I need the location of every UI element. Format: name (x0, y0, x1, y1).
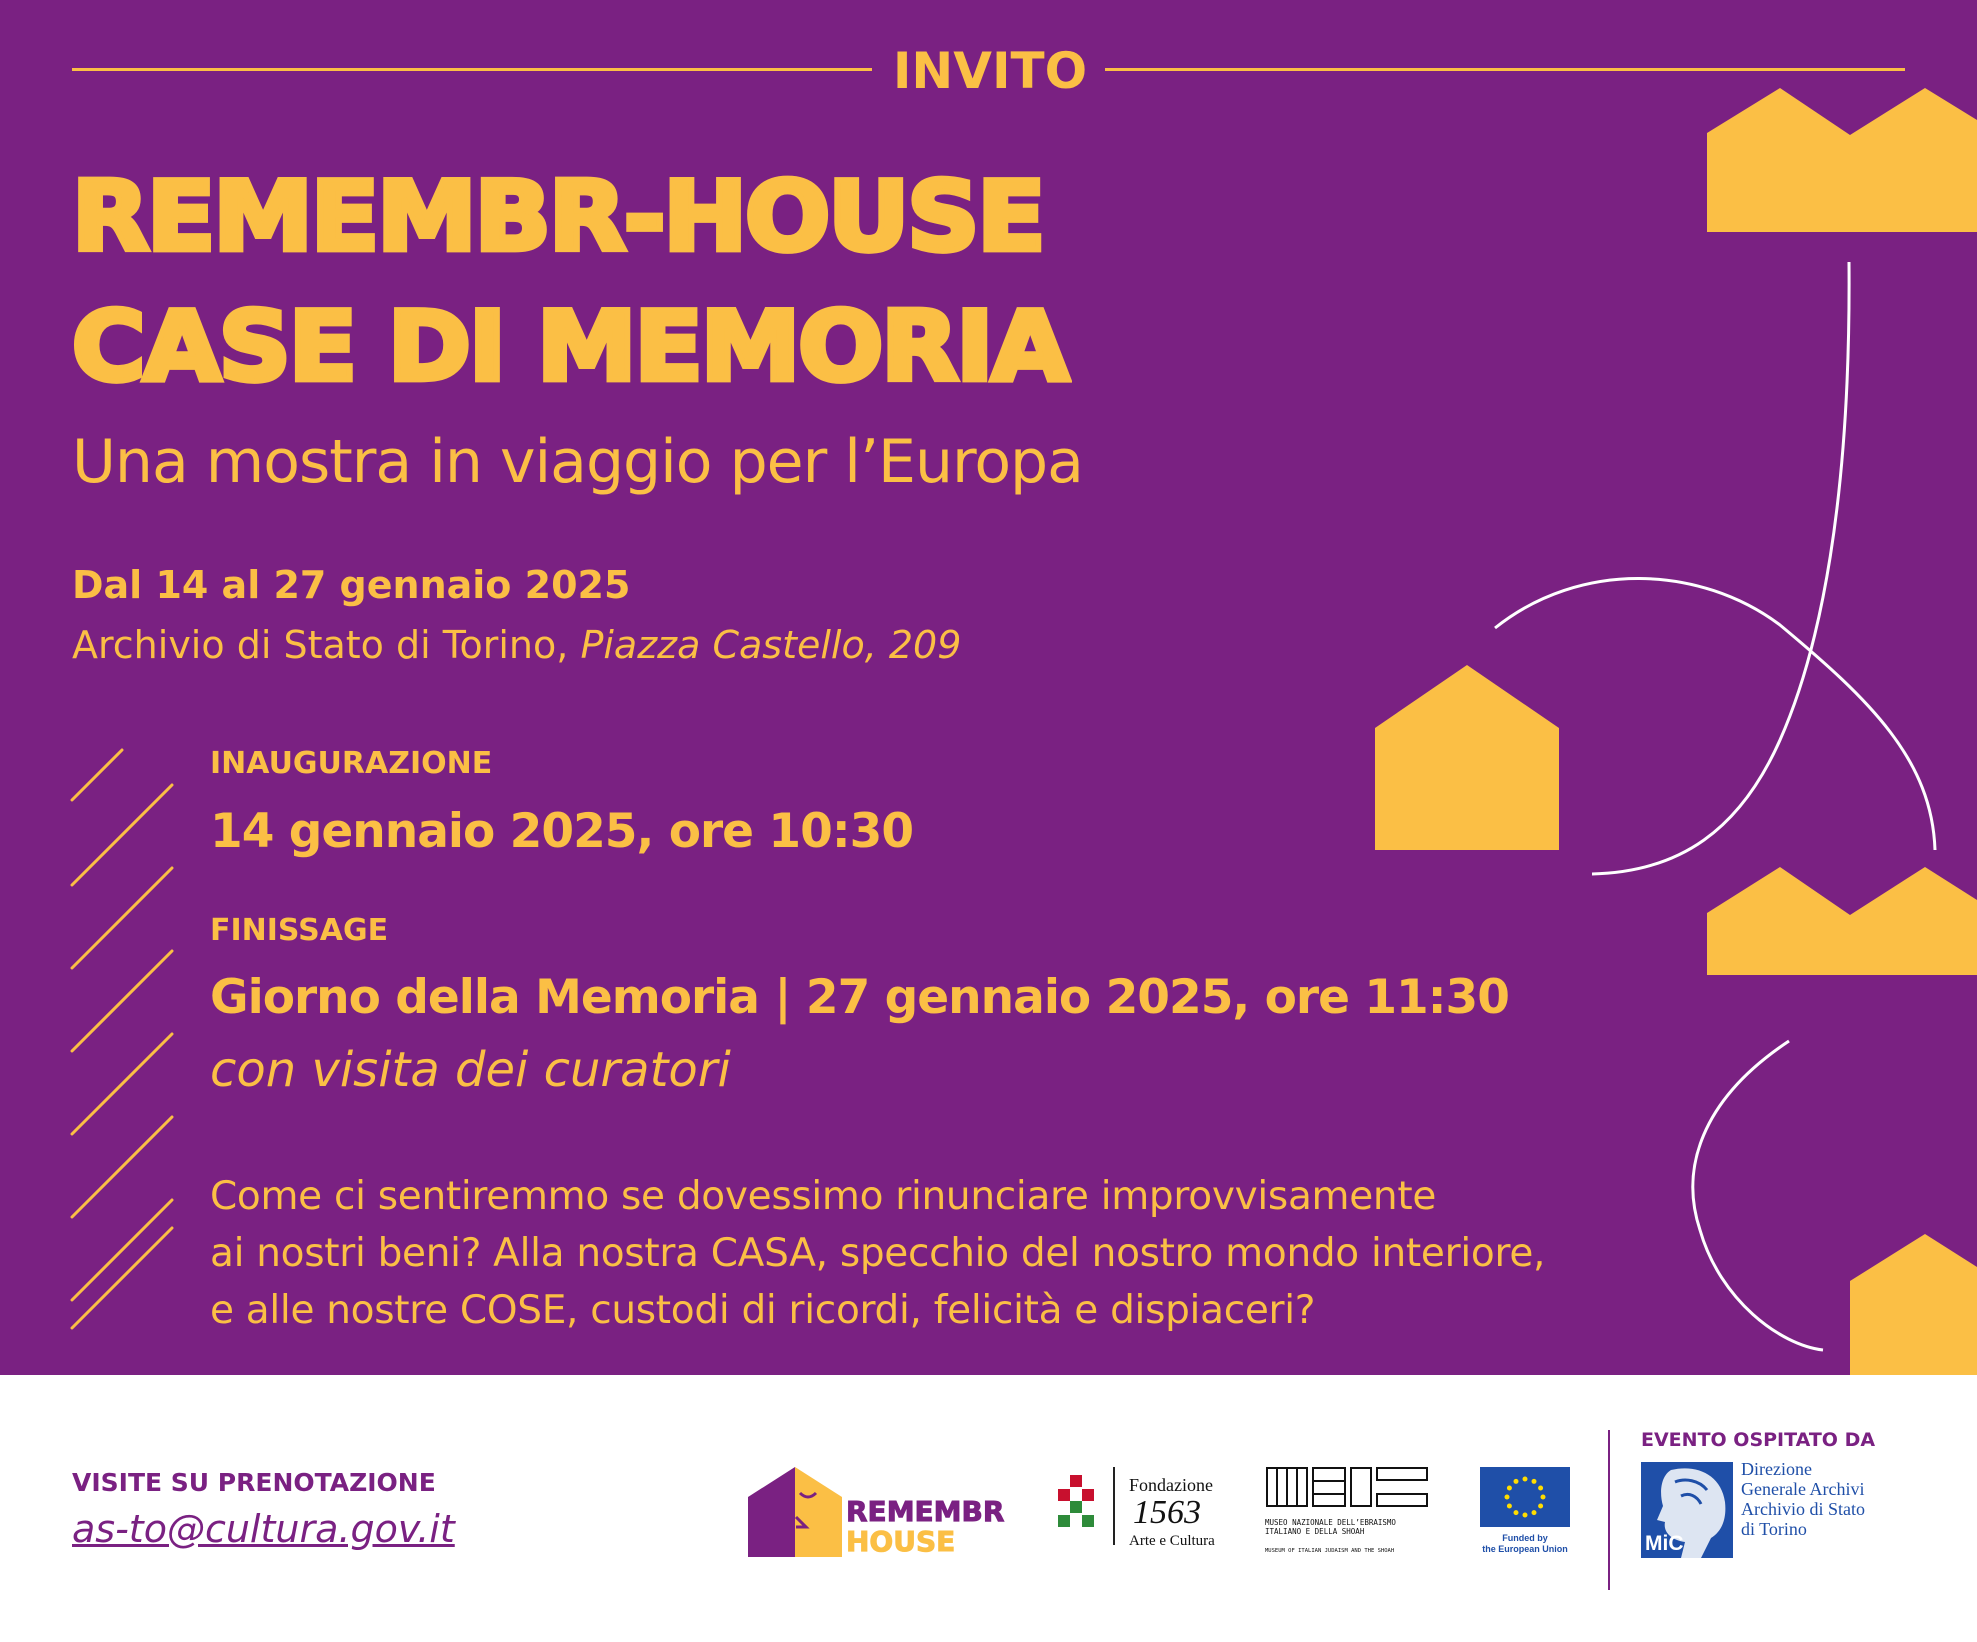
venue-name: Archivio di Stato di Torino, (72, 623, 569, 667)
eu-flag-icon (1480, 1467, 1570, 1527)
meis-logo (1265, 1466, 1435, 1561)
white-curve (1693, 1041, 1823, 1350)
hatch-line (72, 951, 172, 1051)
title-line-2: CASE DI MEMORIA (72, 290, 1067, 403)
hatch-line (72, 1117, 172, 1217)
house-icon (1707, 88, 1850, 232)
house-icon (1850, 1234, 1977, 1375)
house-icon (1707, 867, 1850, 975)
eu-stars-icon (1480, 1467, 1570, 1527)
fondazione-name: Fondazione (1129, 1475, 1213, 1495)
closing-datetime: Giorno della Memoria | 27 gennaio 2025, ore 11:30 (210, 970, 1509, 1025)
mic-text: MiC (1645, 1532, 1684, 1555)
hatch-line (72, 785, 172, 885)
venue-address: Piazza Castello, 209 (580, 623, 962, 667)
hatch-lines (72, 750, 172, 1328)
fondazione-divider (1113, 1467, 1115, 1545)
host-name: Direzione Generale Archivi Archivio di Stato di Torino (1741, 1459, 1865, 1539)
hatch-line (72, 1200, 172, 1300)
description-line: e alle nostre COSE, custodi di ricordi, felicità e dispiaceri? (210, 1288, 1316, 1333)
remembr-house-logo (748, 1465, 1013, 1560)
house-icon (1850, 88, 1977, 232)
exhibition-subtitle: Una mostra in viaggio per l’Europa (72, 427, 1083, 497)
white-curve (1592, 262, 1849, 874)
opening-label: INAUGURAZIONE (210, 746, 493, 781)
invito-label: INVITO (892, 42, 1088, 100)
eu-funding-text: Funded by the European Union (1482, 1533, 1568, 1554)
booking-email-link[interactable]: as-to@cultura.gov.it (72, 1507, 455, 1551)
house-icon (1375, 665, 1559, 850)
host-divider (1608, 1430, 1610, 1590)
mic-logo (1641, 1462, 1733, 1558)
remembr-word: REMEMBR (846, 1495, 1005, 1528)
fondazione-tagline: Arte e Cultura (1129, 1533, 1215, 1549)
opening-datetime: 14 gennaio 2025, ore 10:30 (210, 804, 914, 859)
house-word: HOUSE (846, 1525, 956, 1558)
fondazione-year: 1563 (1133, 1494, 1201, 1531)
booking-label: VISITE SU PRENOTAZIONE (72, 1468, 436, 1497)
description-line: ai nostri beni? Alla nostra CASA, specchio del nostro mondo interiore, (210, 1231, 1546, 1276)
white-lines (1495, 262, 1935, 1350)
fondazione-1563-logo (1053, 1465, 1238, 1560)
meis-english-name: MUSEUM OF ITALIAN JUDAISM AND THE SHOAH (1265, 1548, 1395, 1554)
fondazione-mark-icon (1053, 1475, 1103, 1535)
description (210, 1168, 1545, 1339)
hatch-line (72, 750, 122, 800)
exhibition-venue (72, 620, 961, 670)
hatch-line (72, 1034, 172, 1134)
closing-label: FINISSAGE (210, 913, 389, 948)
eu-funding-logo (1478, 1465, 1578, 1560)
remembr-house-icon (748, 1465, 843, 1560)
white-curve (1495, 578, 1935, 850)
meis-name: MUSEO NAZIONALE DELL’EBRAISMO ITALIANO E DELLA SHOAH (1265, 1518, 1396, 1536)
header-rule-left (72, 68, 872, 71)
hatch-line (72, 1228, 172, 1328)
exhibition-dates: Dal 14 al 27 gennaio 2025 (72, 563, 631, 607)
meis-wordmark-icon (1265, 1466, 1430, 1511)
house-icon (1850, 867, 1977, 975)
description-line: Come ci sentiremmo se dovessimo rinunciare improvvisamente (210, 1174, 1437, 1219)
closing-note: con visita dei curatori (210, 1042, 731, 1098)
title-line-1: REMEMBR-HOUSE (72, 160, 1044, 273)
header-rule-right (1105, 68, 1905, 71)
hatch-line (72, 868, 172, 968)
host-label: EVENTO OSPITATO DA (1641, 1429, 1876, 1451)
